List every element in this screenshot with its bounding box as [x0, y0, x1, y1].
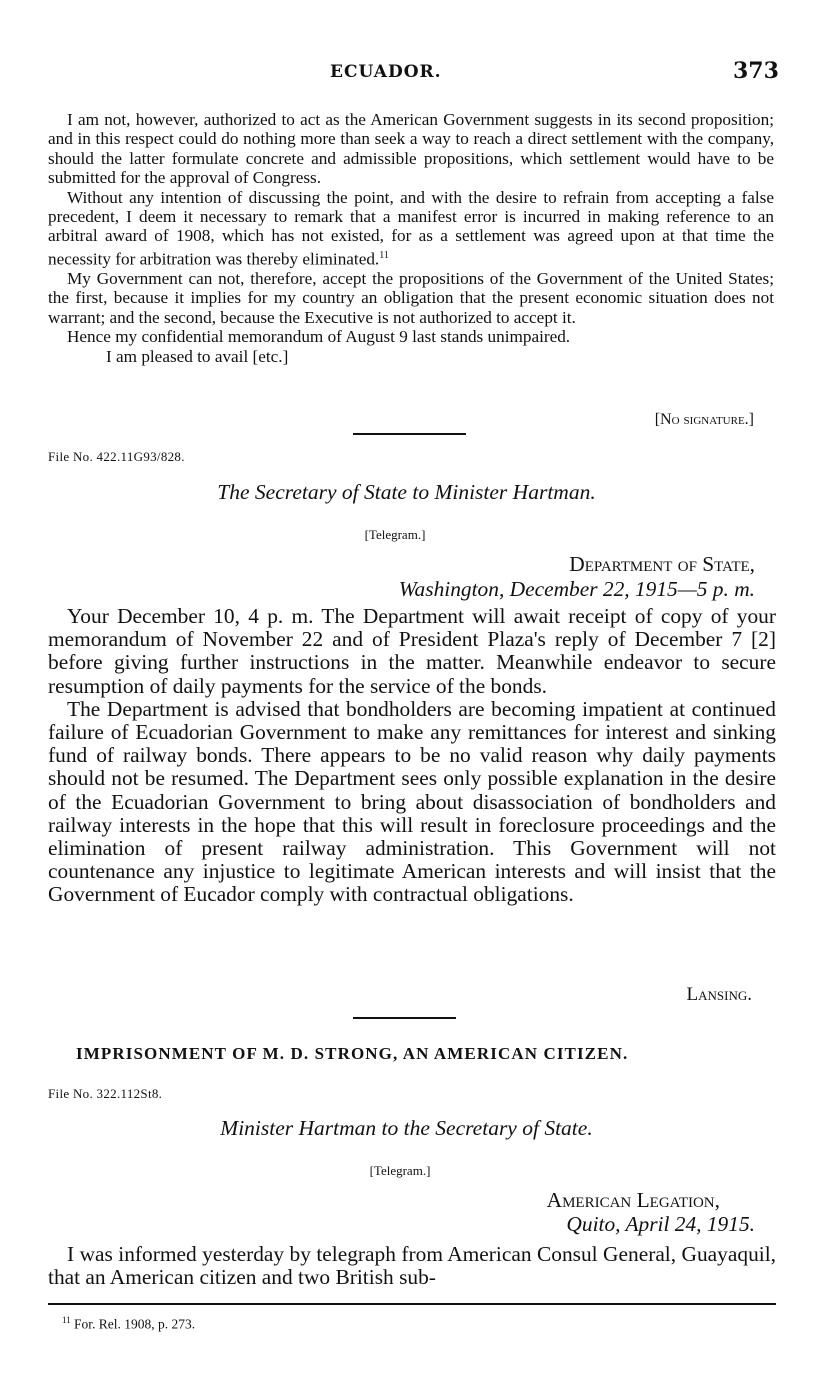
paragraph: The Department is advised that bondholders are becoming impatient at continued failure of Ecuadorian Government to make any remittances for interest and sinking fund of railway bonds. There appears to be no valid reason why daily payments should not be resumed. The Department sees only possible explanation in the desire of the Ecuadorian Government to bring about disassociation of bondholders and railway interests in the hope that this will result in foreclosure proceedings and the elimination of present railway administration. This Government will not countenance any injustice to legitimate American interests and will insist that the Government of Eucador comply with contractual obligations.: [48, 696, 776, 907]
file-number: File No. 322.112St8.: [48, 1086, 163, 1101]
sender-place-date: Quito, April 24, 1915.: [566, 1212, 755, 1236]
paragraph: My Government can not, therefore, accept the propositions of the Government of the United States; the first, because it implies for my country an obligation that the present economic situation does not warrant; and the second, because the Executive is not authorized to accept it.: [48, 268, 774, 327]
footnote-ref: 11: [379, 249, 389, 261]
paragraph: Hence my confidential memorandum of August 9 last stands unimpaired.: [67, 327, 571, 347]
paragraph: I am not, however, authorized to act as the American Government suggests in its second proposition; and in this respect could do nothing more than seek a way to reach a direct settlement with the company, should the latter formulate concrete and admissible propositions, which settlement would have to be submitted for the approval of Congress.: [48, 110, 774, 188]
document-heading: Minister Hartman to the Secretary of State.: [220, 1116, 593, 1140]
file-number: File No. 422.11G93/828.: [48, 449, 185, 464]
letter-body: [48, 110, 774, 366]
footnote-text: For. Rel. 1908, p. 273.: [74, 1316, 196, 1332]
divider: [353, 1017, 456, 1019]
telegram-label: [Telegram.]: [364, 527, 426, 542]
closing: I am pleased to avail [etc.]: [106, 346, 289, 366]
footnote: [62, 1315, 195, 1333]
paragraph: I was informed yesterday by telegraph from American Consul General, Guayaquil, that an American citizen and two British sub-: [48, 1242, 776, 1290]
document-heading: The Secretary of State to Minister Hartman.: [217, 480, 596, 504]
sender-department: Department of State,: [569, 552, 755, 576]
no-signature: [No signature.]: [654, 411, 754, 428]
footnote-rule: [48, 1303, 776, 1305]
paragraph: Without any intention of discussing the point, and with the desire to refrain from accepting a false precedent, I deem it necessary to remark that a manifest error is incurred in making reference to an arbitral award of 1908, which has not existed, for as a settlement was agreed upon at that time the necessity for arbitration was thereby eliminated.$^{11}$: [48, 187, 774, 269]
sender-legation: American Legation,: [546, 1188, 720, 1212]
telegram-body: [48, 1243, 776, 1289]
signature-lansing: Lansing.: [686, 984, 752, 1005]
footnote-marker: 11: [62, 1315, 71, 1325]
telegram-label: [Telegram.]: [369, 1163, 431, 1178]
telegram-body: [48, 605, 776, 907]
running-header-title: ECUADOR.: [330, 62, 442, 82]
paragraph: Your December 10, 4 p. m. The Department will await receipt of copy of your memorandum of November 22 and of President Plaza's reply of December 7 [2] before giving further instructions in the matter. Meanwhile endeavor to secure resumption of daily payments for the service of the bonds.: [48, 604, 776, 698]
sender-place-date: Washington, December 22, 1915—5 p. m.: [398, 577, 755, 601]
page-number: 373: [733, 58, 779, 84]
section-heading: IMPRISONMENT OF M. D. STRONG, AN AMERICAN CITIZEN.: [76, 1044, 629, 1063]
divider: [353, 433, 466, 435]
